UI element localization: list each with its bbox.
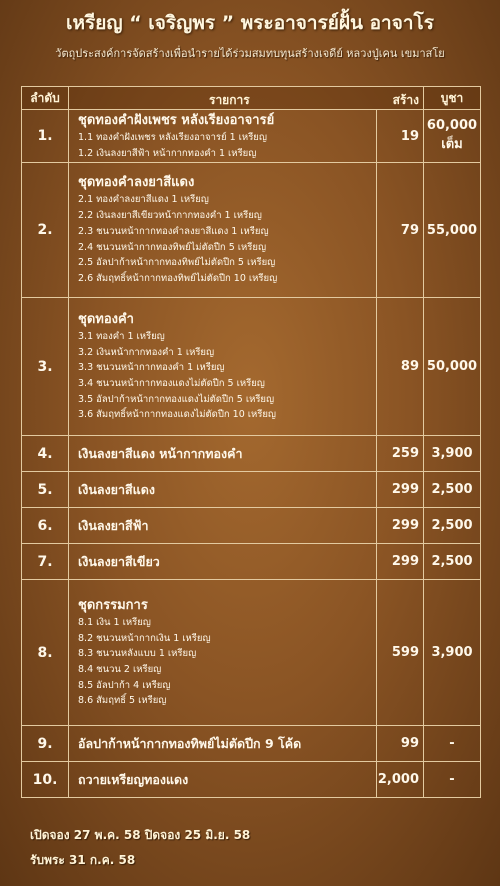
page-subtitle: วัตถุประสงค์การจัดสร้างเพื่อนำรายได้ร่วมสมทบทุนสร้างเจดีย์ หลวงปู่เคน เขมาสโย (55, 47, 445, 60)
sub-item: 3.3 ชนวนหน้ากากทองคำ 1 เหรียญ (78, 362, 225, 374)
row-price: 50,000 (424, 298, 481, 436)
row-item (69, 163, 377, 298)
table-header-row (22, 87, 481, 110)
row-number: 5. (22, 472, 69, 508)
page-title: เหรียญ “ เจริญพร ” พระอาจารย์ฝั้น อาจาโร (66, 12, 434, 34)
sub-item: 2.2 เงินลงยาสีเขียวหน้ากากทองคำ 1 เหรียญ (78, 210, 262, 222)
row-qty: 79 (377, 163, 424, 298)
sub-item: 3.1 ทองคำ 1 เหรียญ (78, 330, 165, 342)
header-price: บูชา (424, 87, 481, 110)
row-number: 1. (22, 110, 69, 163)
table-row (22, 163, 481, 298)
price-table (21, 86, 481, 798)
price-note: เต็ม (441, 137, 463, 152)
receive-date: รับพระ 31 ก.ค. 58 (30, 853, 136, 867)
booking-dates: เปิดจอง 27 พ.ค. 58 ปิดจอง 25 มิ.ย. 58 (30, 828, 251, 842)
group-name: ชุดทองคำ (78, 311, 134, 327)
row-number: 6. (22, 508, 69, 544)
table-row (22, 508, 481, 544)
sub-item: 2.6 สัมฤทธิ์หน้ากากทองทิพย์ไม่ตัดปีก 10 เหรียญ (78, 272, 278, 284)
header-qty: สร้าง (392, 93, 419, 107)
row-number: 2. (22, 163, 69, 298)
row-item: อัลปาก้าหน้ากากทองทิพย์ไม่ตัดปีก 9 โค้ด (69, 726, 377, 762)
sub-item: 3.5 อัลปาก้าหน้ากากทองแดงไม่ตัดปีก 5 เหรียญ (78, 393, 275, 405)
row-price: 2,500 (424, 508, 481, 544)
sub-item: 2.4 ชนวนหน้ากากทองทิพย์ไม่ตัดปีก 5 เหรียญ (78, 241, 267, 253)
row-price: 3,900 (424, 580, 481, 726)
row-number: 3. (22, 298, 69, 436)
row-number: 9. (22, 726, 69, 762)
price-value: 60,000 (426, 118, 478, 133)
row-qty: 99 (377, 726, 424, 762)
row-price: 2,500 (424, 544, 481, 580)
group-name: ชุดกรรมการ (78, 597, 148, 613)
table-row (22, 472, 481, 508)
row-price: - (424, 762, 481, 798)
header-item-qty (69, 87, 424, 110)
sub-item: 2.5 อัลปาก้าหน้ากากทองทิพย์ไม่ตัดปีก 5 เหรียญ (78, 257, 276, 269)
header-item: รายการ (209, 93, 250, 107)
row-qty: 19 (377, 110, 424, 163)
sub-item: 8.2 ชนวนหน้ากากเงิน 1 เหรียญ (78, 632, 211, 644)
table-row (22, 544, 481, 580)
row-price: 2,500 (424, 472, 481, 508)
row-item (69, 298, 377, 436)
group-name: ชุดทองคำฝังเพชร หลังเรียงอาจารย์ (78, 112, 275, 128)
sub-item: 3.2 เงินหน้ากากทองคำ 1 เหรียญ (78, 346, 215, 358)
row-qty: 299 (377, 472, 424, 508)
row-qty: 299 (377, 544, 424, 580)
row-item: เงินลงยาสีฟ้า (69, 508, 377, 544)
row-item (69, 110, 377, 163)
row-price (424, 110, 481, 163)
row-price: - (424, 726, 481, 762)
table-row (22, 762, 481, 798)
row-item: เงินลงยาสีเขียว (69, 544, 377, 580)
sub-item: 1.2 เงินลงยาสีฟ้า หน้ากากทองคำ 1 เหรียญ (78, 147, 257, 159)
table-row (22, 726, 481, 762)
row-price: 3,900 (424, 436, 481, 472)
row-number: 10. (22, 762, 69, 798)
row-number: 4. (22, 436, 69, 472)
row-qty: 89 (377, 298, 424, 436)
sub-item: 8.1 เงิน 1 เหรียญ (78, 616, 151, 628)
table-row (22, 580, 481, 726)
row-item: ถวายเหรียญทองแดง (69, 762, 377, 798)
row-number: 8. (22, 580, 69, 726)
sub-item: 3.4 ชนวนหน้ากากทองแดงไม่ตัดปีก 5 เหรียญ (78, 378, 265, 389)
sub-item: 8.3 ชนวนหลังแบบ 1 เหรียญ (78, 648, 197, 660)
header-no: ลำดับ (22, 87, 69, 110)
sub-item: 1.1 ทองคำฝังเพชร หลังเรียงอาจารย์ 1 เหรียญ (78, 131, 267, 143)
row-qty: 2,000 (377, 762, 424, 798)
sub-item: 3.6 สัมฤทธิ์หน้ากากทองแดงไม่ตัดปีก 10 เหรียญ (78, 409, 277, 421)
row-qty: 299 (377, 508, 424, 544)
sub-item: 2.3 ชนวนหน้ากากทองคำลงยาสีแดง 1 เหรียญ (78, 225, 269, 237)
row-qty: 259 (377, 436, 424, 472)
sub-item: 8.6 สัมฤทธิ์ 5 เหรียญ (78, 695, 167, 707)
sub-item: 2.1 ทองคำลงยาสีแดง 1 เหรียญ (78, 194, 209, 206)
row-price: 55,000 (424, 163, 481, 298)
table-row (22, 110, 481, 163)
row-qty: 599 (377, 580, 424, 726)
table-row (22, 298, 481, 436)
sub-item: 8.5 อัลปาก้า 4 เหรียญ (78, 679, 171, 691)
group-name: ชุดทองคำลงยาสีแดง (78, 175, 195, 191)
sub-item: 8.4 ชนวน 2 เหรียญ (78, 664, 162, 675)
row-item: เงินลงยาสีแดง หน้ากากทองคำ (69, 436, 377, 472)
row-item (69, 580, 377, 726)
row-number: 7. (22, 544, 69, 580)
row-item: เงินลงยาสีแดง (69, 472, 377, 508)
table-row (22, 436, 481, 472)
